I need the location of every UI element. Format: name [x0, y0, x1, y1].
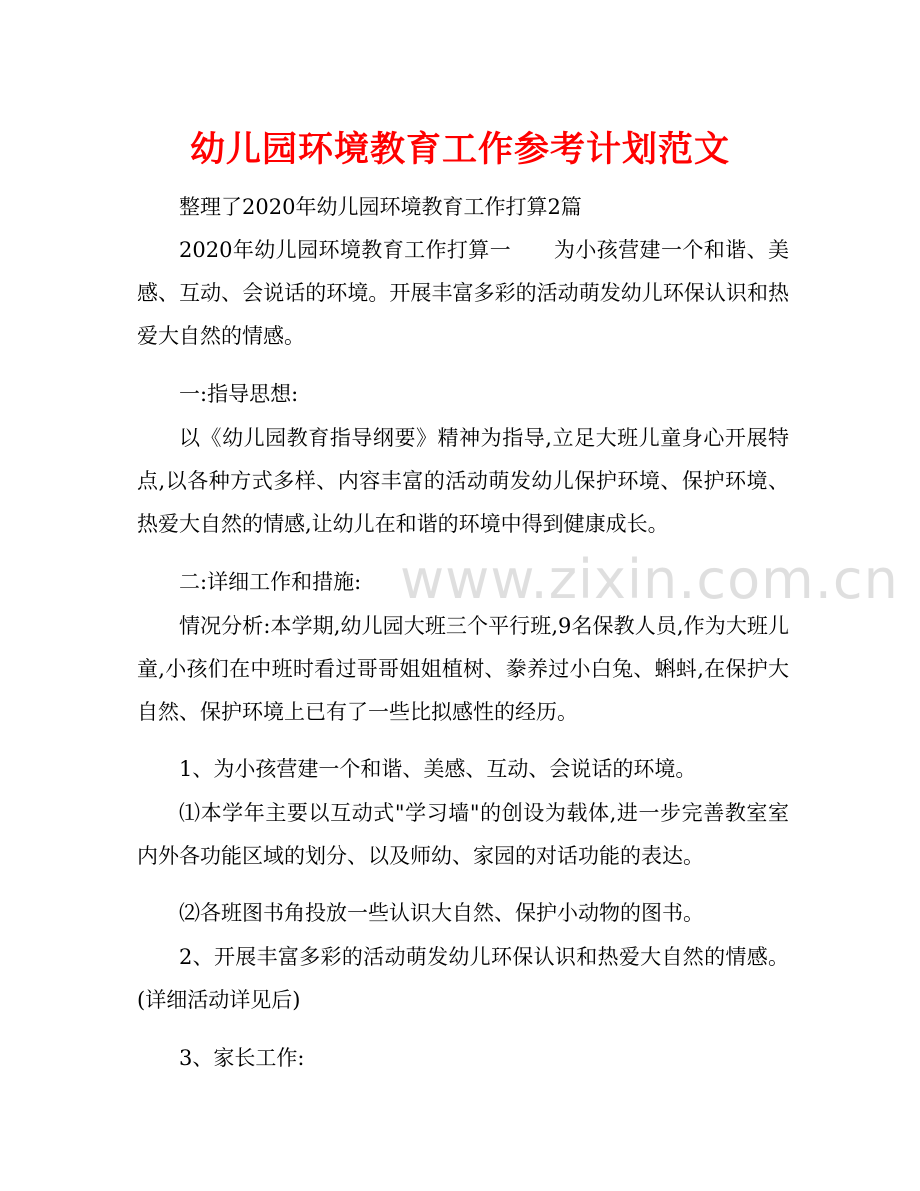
document-title: 幼儿园环境教育工作参考计划范文: [189, 130, 730, 170]
sub-item-2: ⑵各班图书角投放一些认识大自然、保护小动物的图书。: [179, 901, 704, 925]
sub-item-1: ⑴本学年主要以互动式"学习墙"的创设为载体,进一步完善教室室内外各功能区域的划分、以及师幼、家园的对话功能的表达。: [137, 801, 789, 868]
paragraph-guiding-ideology: 以《幼儿园教育指导纲要》精神为指导,立足大班儿童身心开展特点,以各种方式多样、内容丰富的活动萌发幼儿保护环境、保护环境、热爱大自然的情感,让幼儿在和谐的环境中得到健康成长。: [137, 426, 789, 536]
paragraph-intro: 整理了2020年幼儿园环境教育工作打算2篇: [179, 195, 582, 219]
watermark: www.zixin.com.cn: [400, 548, 899, 611]
paragraph-situation-analysis: 情况分析:本学期,幼儿园大班三个平行班,9名保教人员,作为大班儿童,小孩们在中班时看过哥哥姐姐植树、豢养过小白兔、蝌蚪,在保护大自然、保护环境上已有了一些比拟感性的经历。: [137, 614, 789, 724]
heading-guiding-ideology: 一:指导思想:: [179, 382, 299, 406]
list-item-3: 3、家长工作:: [179, 1046, 305, 1070]
heading-work-measures: 二:详细工作和措施:: [179, 570, 362, 594]
list-item-1: 1、为小孩营建一个和谐、美感、互动、会说话的环境。: [179, 757, 697, 781]
paragraph-plan-one: 2020年幼儿园环境教育工作打算一 为小孩营建一个和谐、美感、互动、会说话的环境。开展丰富多彩的活动萌发幼儿环保认识和热爱大自然的情感。: [137, 238, 789, 348]
list-item-2: 2、开展丰富多彩的活动萌发幼儿环保认识和热爱大自然的情感。(详细活动详见后): [137, 945, 789, 1012]
